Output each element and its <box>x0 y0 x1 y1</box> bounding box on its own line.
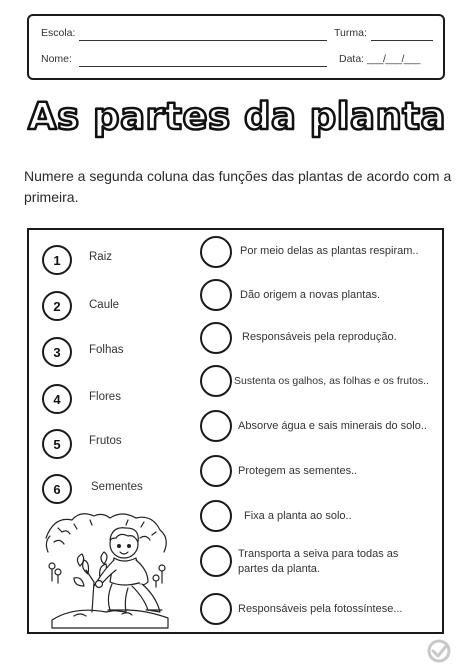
function-label-3: Responsáveis pela reprodução. <box>242 331 397 343</box>
function-label-6: Protegem as sementes.. <box>238 465 358 477</box>
part-label-raiz: Raiz <box>89 251 113 263</box>
function-label-2: Dão origem a novas plantas. <box>240 289 381 301</box>
school-field[interactable] <box>79 40 327 41</box>
number-circle-5: 5 <box>42 429 72 459</box>
answer-circle-1[interactable] <box>200 236 232 268</box>
boy-planting-tree-illustration <box>44 508 172 635</box>
number-circle-3: 3 <box>42 337 72 367</box>
part-label-frutos: Frutos <box>89 435 122 447</box>
answer-circle-7[interactable] <box>200 500 232 532</box>
answer-circle-8[interactable] <box>200 545 232 577</box>
function-label-9: Responsáveis pela fotossíntese... <box>238 603 403 615</box>
answer-circle-9[interactable] <box>200 593 232 625</box>
part-label-sementes: Sementes <box>91 481 143 493</box>
function-label-4: Sustenta os galhos, as folhas e os frutos.. <box>234 375 429 387</box>
answer-circle-4[interactable] <box>200 365 232 397</box>
number-circle-6: 6 <box>42 474 72 504</box>
function-label-1: Por meio delas as plantas respiram.. <box>240 245 419 257</box>
school-label: Escola: <box>41 27 76 39</box>
answer-circle-3[interactable] <box>200 322 232 354</box>
function-label-7: Fixa a planta ao solo.. <box>244 510 352 522</box>
number-circle-4: 4 <box>42 384 72 414</box>
title-text: As partes da planta <box>28 95 446 138</box>
date-field[interactable]: ___/___/___ <box>367 53 420 65</box>
number-circle-2: 2 <box>42 291 72 321</box>
class-label: Turma: <box>334 27 367 39</box>
checkmark-logo-icon <box>426 638 452 669</box>
part-label-flores: Flores <box>89 391 121 403</box>
answer-circle-6[interactable] <box>200 455 232 487</box>
function-label-5: Absorve água e sais minerais do solo.. <box>238 420 427 432</box>
name-label: Nome: <box>41 53 72 65</box>
part-label-folhas: Folhas <box>89 344 124 356</box>
class-field[interactable] <box>371 40 433 41</box>
answer-circle-2[interactable] <box>200 279 232 311</box>
number-circle-1: 1 <box>42 245 72 275</box>
function-label-8: Transporta a seiva para todas as partes da planta. <box>238 548 399 575</box>
page-title <box>0 88 474 144</box>
part-label-caule: Caule <box>89 299 120 311</box>
instructions: Numere a segunda coluna das funções das plantas de acordo com a primeira. <box>24 168 452 205</box>
name-field[interactable] <box>79 66 327 67</box>
date-label: Data: <box>339 53 365 65</box>
header-box <box>27 14 445 80</box>
answer-circle-5[interactable] <box>200 410 232 442</box>
